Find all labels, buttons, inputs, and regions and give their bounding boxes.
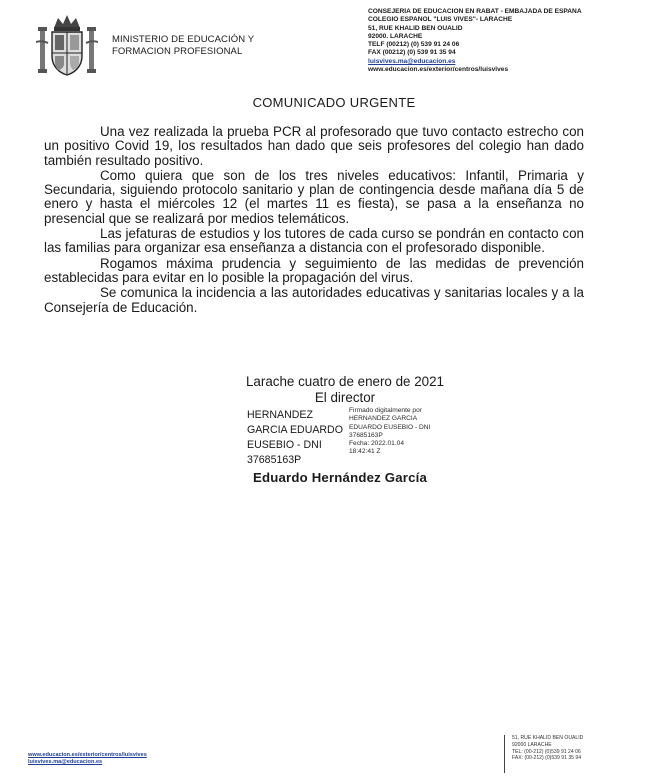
paragraph: Rogamos máxima prudencia y seguimiento de las medidas de prevención establecidas para evitar en lo posible la propagación del virus. bbox=[44, 255, 584, 285]
signature-meta-line: EDUARDO EUSEBIO - DNI bbox=[349, 423, 431, 431]
footer-divider bbox=[504, 735, 505, 773]
signature-meta-line: 18:42:41 Z bbox=[349, 448, 381, 456]
paragraph: Como quiera que son de los tres niveles educativos: Infantil, Primaria y Secundaria, siguiendo protocolo sanitario y plan de contingencia desde mañana día 5 de enero y hasta el miércoles 12 (el martes 11 es fiesta), se pasa a la enseñanza no presencial que se realizará por medios telemáticos. bbox=[44, 167, 584, 226]
footer-address-line: FAX: (00-212) (0)539 91 35 94 bbox=[512, 755, 582, 762]
footer-website-link[interactable]: www.educacion.es/exterior/centros/luisvives bbox=[28, 752, 147, 758]
signature-name-line: GARCIA EDUARDO bbox=[247, 424, 343, 436]
signer-name: Eduardo Hernández García bbox=[252, 470, 428, 485]
footer-address bbox=[512, 735, 583, 762]
phone-line: TELF (00212) (0) 539 91 24 06 bbox=[368, 41, 460, 49]
website-link[interactable]: www.educacion.es/exterior/centros/luisvives bbox=[368, 66, 509, 74]
place-date: Larache cuatro de enero de 2021 bbox=[245, 374, 445, 389]
footer-links bbox=[28, 752, 147, 766]
signature-meta-line: Fecha: 2022.01.04 bbox=[349, 440, 404, 448]
paragraph: Se comunica la incidencia a las autoridades educativas y sanitarias locales y a la Consejería de Educación. bbox=[44, 285, 584, 315]
digital-signature-meta bbox=[349, 407, 430, 457]
paragraph: Una vez realizada la prueba PCR al profesorado que tuvo contacto estrecho con un positivo Covid 19, los resultados han dado que seis profesores del colegio han dado también resultado positivo. bbox=[44, 124, 584, 168]
coat-of-arms-icon bbox=[36, 12, 98, 78]
footer-address-line: 92000 LARACHE bbox=[512, 741, 552, 748]
document-title: COMUNICADO URGENTE bbox=[252, 95, 416, 110]
signature-meta-line: 37685163P bbox=[349, 431, 383, 439]
footer-address-line: 51, RUE KHALID BEN OUALID bbox=[512, 735, 584, 741]
paragraph: Las jefaturas de estudios y los tutores de cada curso se pondrán en contacto con las familias para organizar esa enseñanza a distancia con el profesorado disponible. bbox=[44, 226, 584, 256]
email-link[interactable]: luisvives.ma@educacion.es bbox=[368, 57, 456, 65]
signature-name-line: 37685163P bbox=[247, 454, 302, 466]
school-name: COLEGIO ESPAÑOL "LUIS VIVES"- LARACHE bbox=[368, 16, 513, 24]
signer-role: El director bbox=[314, 390, 376, 405]
signature-meta-line: HERNANDEZ GARCIA bbox=[349, 415, 418, 423]
school-contact-block bbox=[368, 8, 664, 74]
letter-body bbox=[44, 125, 584, 316]
ministry-line: FORMACION PROFESIONAL bbox=[112, 46, 243, 57]
signature-name-line: HERNANDEZ bbox=[247, 409, 313, 421]
signature-name-line: EUSEBIO - DNI bbox=[247, 439, 322, 451]
ministry-heading bbox=[112, 34, 254, 58]
fax-line: FAX (00212) (0) 539 91 35 94 bbox=[368, 49, 456, 57]
address-line: 51, RUE KHALID BEN OUALID bbox=[368, 24, 463, 32]
consejeria-line: CONSEJERÍA DE EDUCACIÓN EN RABAT - EMBAJADA DE ESPAÑA bbox=[368, 8, 582, 15]
footer-address-line: TEL: (00-212) (0)539 91 24 06 bbox=[512, 748, 581, 755]
signature-meta-line: Firmado digitalmente por bbox=[349, 407, 422, 414]
ministry-line: MINISTERIO DE EDUCACIÓN Y bbox=[112, 34, 255, 45]
digital-signature-name bbox=[247, 408, 343, 468]
city-line: 92000. LARACHE bbox=[368, 32, 423, 40]
footer-email-link[interactable]: luisvives.ma@educacion.es bbox=[28, 759, 103, 765]
